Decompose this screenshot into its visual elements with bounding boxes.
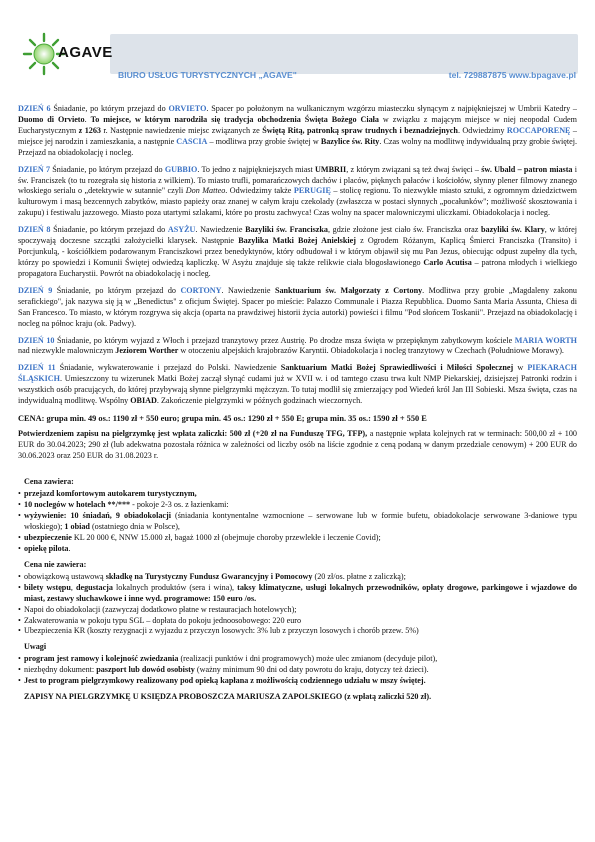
notes-title: Uwagi	[24, 642, 47, 652]
bold-text: Bazylice św. Rity	[320, 136, 380, 146]
italic-text: Don Matteo	[185, 186, 226, 196]
day-11-paragraph	[18, 363, 577, 407]
day-11-label: DZIEŃ 11	[18, 363, 56, 373]
text: . To jedno z najpiękniejszych miast	[197, 164, 316, 174]
text: ,	[70, 582, 76, 592]
text: z Ogrodem Różanym, Kaplicą Śmierci Franciszka (Transito) i Porcjunkulą, - kościółkiem podarowanym Franciszkowi przez benedyktynów, który odbudował i w którym objawił się mu Pan Jezus, obiecując odpust zupełny dla tych, którzy po spowiedzi i Komunii Świętej odwiedzą kapliczkę. W Asyżu znajduje się także relikwie ciała błogosławionego	[18, 236, 577, 267]
text: KL 20 000 €, NNW 15.000 zł, bagaż 1000 zł (obejmuje choroby przewlekłe i leczenie Covid);	[71, 533, 381, 543]
bold-text: ubezpieczenie	[24, 533, 72, 543]
text: . Spacer po położonym na wulkanicznym wzgórzu miasteczku słynącym z najpiękniejszej w Umbrii Katedry –	[206, 104, 577, 113]
program-content	[18, 104, 577, 703]
bold-text: bazyliki św. Klary	[480, 225, 545, 235]
text: . Zakończenie pielgrzymki w późnych godzinach wieczornych.	[156, 396, 363, 406]
agave-logo	[18, 30, 113, 78]
bold-text: 1 obiad	[64, 522, 90, 532]
list-item	[18, 572, 577, 583]
text: (realizacji punktów i dni programowych) może ulec zmianom (decyduje pilot),	[178, 654, 438, 664]
bold-text: UMBRII	[315, 164, 347, 174]
city-piekary-slaskie: PIEKARACH ŚLĄSKICH	[18, 363, 577, 384]
bold-text: Świętą Ritą, patronką spraw trudnych i beznadziejnych	[262, 125, 458, 135]
bold-text: Sanktuarium Matki Bożej Sprawiedliwości i Miłości Społecznej	[280, 363, 514, 373]
bold-text: wyżywienie: 10 śniadań, 9 obiadokolacji	[24, 511, 171, 521]
text: r. Następnie nawiedzenie miejsc związanych ze	[100, 125, 263, 135]
text: . Nawiedzenie	[221, 285, 275, 295]
city-orvieto: ORVIETO	[168, 104, 207, 113]
city-perugia: PERUGIĘ	[293, 186, 331, 196]
text: , w której spoczywają doczesne szczątki założycielki klarysek. Następnie	[18, 225, 577, 246]
day-8-label: DZIEŃ 8	[18, 225, 51, 235]
text: Śniadanie, po którym przejazd do	[50, 164, 165, 174]
day-6-paragraph	[18, 104, 577, 159]
bold-text: taksy klimatyczne, usługi lokalnych przewodników, opłaty drogowe, parkingowe i wjazdowe do miast, zestawy słuchawkowe i inne wyd. programowe: 150 euro /os.	[24, 582, 577, 603]
excludes-list	[18, 572, 577, 638]
text: . Umieszczony tu wizerunek Matki Bożej zaczął słynąć cudami już w XVII w. i od tamtego czasu trwa kult NMP Piekarskiej, dzisiejszej Patronki rodzin i wszystkich osób pracujących, do której przybywają słynne pielgrzymki mężczyzn. To tutaj modlił się zmierzający pod Wiedeń król Jan III Sobieski. Msza święta, czas na indywidualną modlitwę. Wspólny	[18, 374, 577, 406]
deposit-paragraph	[18, 428, 577, 461]
text: , gdzie złożone jest ciało św. Franciszka oraz	[327, 225, 481, 235]
agency-contact: tel. 729887875 www.bpagave.pl	[448, 70, 576, 80]
list-item	[18, 511, 577, 533]
city-assisi: ASYŻU	[167, 225, 196, 235]
day-9-label: DZIEŃ 9	[18, 285, 53, 295]
list-item	[18, 676, 577, 687]
text: - pokoje 2-3 os. z łazienkami:	[130, 500, 229, 510]
text: – miejsce jej narodzin i zamieszkania, a następnie	[18, 125, 577, 146]
text: . Odwiedzimy także	[225, 186, 294, 196]
city-cortona: CORTONY	[180, 285, 222, 295]
bold-text: degustacja	[75, 582, 113, 592]
bold-text: Jest to program pielgrzymkowy realizowany pod opieką kapłana z możliwością codziennego udziału w mszy świętej.	[24, 676, 426, 686]
list-item	[18, 583, 577, 605]
text: nad niezwykle malowniczym	[18, 346, 116, 356]
bold-text: To miejsce, w którym narodziła się tradycja obchodzenia Święta Bożego Ciała	[90, 114, 379, 124]
day-10-paragraph	[18, 336, 577, 358]
city-gubbio: GUBBIO	[164, 164, 198, 174]
text: .	[68, 543, 71, 553]
text: w otoczeniu alpejskich krajobrazów Karyntii. Obiadokolacja i nocleg tranzytowy w Czechach (Południowe Morawy).	[178, 346, 564, 356]
bold-text: Carlo Acutisa	[423, 257, 472, 267]
bold-text: program jest ramowy i kolejność zwiedzania	[24, 654, 179, 664]
text: i św. Franciszek (to tu rozegrała się historia z wilkiem). To miasto trufli, pomarańczowych dachów i placów, pięknych pałaców i kościołów, słynny plener filmowy znanego włoskiego serialu o „detektywie w sutannie" czyli	[18, 164, 577, 196]
day-6-label: DZIEŃ 6	[18, 104, 51, 113]
text: Ubezpieczenia KR (koszty rezygnacji z wyjazdu z przyczyn losowych: 3% lub z przyczyn losowych i chorób przew. 5%)	[24, 626, 419, 636]
day-9-paragraph	[18, 286, 577, 330]
text: . Odwiedzimy	[457, 125, 507, 135]
agency-name: BIURO USŁUG TURYSTYCZNYCH „AGAVE"	[118, 70, 297, 80]
bold-text: paszport lub dowód osobisty	[96, 665, 195, 675]
list-item	[18, 616, 577, 627]
bold-text: z 1263	[78, 125, 101, 135]
bold-text: św. Ubald – patron miasta	[481, 164, 573, 174]
text: – modlitwa przy grobie świętej w	[207, 136, 321, 146]
list-item	[18, 544, 577, 555]
place-maria-worth: MARIA WORTH	[514, 335, 577, 345]
text: (ostatniego dnia w Polsce),	[89, 522, 180, 532]
text: w związku z mającym miejsce w niej neopodal Cudem Eucharystycznym	[18, 114, 577, 135]
list-item	[18, 489, 577, 500]
day-8-paragraph	[18, 225, 577, 280]
text: lokalnych produktów (sera i wina),	[112, 582, 238, 592]
text: obowiązkową ustawową	[24, 571, 106, 581]
includes-list	[18, 489, 577, 555]
text: Śniadanie, po którym przejazd do	[52, 285, 181, 295]
includes-title: Cena zawiera:	[24, 477, 74, 487]
day-7-paragraph	[18, 165, 577, 220]
text: Zakwaterowania w pokoju typu SGL – dopłata do pokoju jednoosobowego: 220 euro	[24, 615, 302, 625]
bold-text: Bazyliki św. Franciszka	[245, 225, 328, 235]
text: . Nawiedzenie	[195, 225, 246, 235]
bold-text: Jeziorem Worther	[115, 346, 179, 356]
city-roccaporena: ROCCAPORENĘ	[506, 125, 571, 135]
bold-text: Bazylika Matki Bożej Anielskiej	[238, 236, 356, 246]
bold-text: Potwierdzeniem zapisu na pielgrzymkę jest wpłata zaliczki: 500 zł (+20 zł na Funduszę TFG, TFP),	[18, 429, 368, 439]
text: niezbędny dokument:	[24, 665, 97, 675]
text: – patrona młodych i wielkiego propagatora Eucharystii. Powrót na obiadokolację i nocleg.	[18, 257, 577, 278]
bold-text: OBIAD	[130, 396, 157, 406]
list-item	[18, 665, 577, 676]
text: Śniadanie, wykwaterowanie i przejazd do Polski. Nawiedzenie	[55, 363, 281, 373]
list-item	[18, 500, 577, 511]
text: (20 zł/os. płatne z zaliczką);	[312, 571, 406, 581]
text: . Czas wolny na modlitwę indywidualną przy grobie świętej. Przejazd na obiadokolację i nocleg.	[18, 136, 577, 157]
excludes-title: Cena nie zawiera:	[24, 559, 87, 569]
city-cascia: CASCIA	[176, 136, 208, 146]
list-item	[18, 533, 577, 544]
text: a następnie wpłata kolejnych rat w terminach: 500,00 zł + 100 EUR do 30.04.2023; 290 zł (lub adekwatna pozostała różnica w zależności od liczby osób na liście zgodnie z ceną podaną w danym przedziale cenowym) + 200 EUR do 30.06.2023 oraz 250 EUR do 31.08.2023 r.	[18, 429, 577, 461]
bold-text: składkę na Turystyczny Fundusz Gwarancyjny i Pomocowy	[105, 571, 313, 581]
text: (śniadania kontynentalne wzmocnione – serwowane lub w formie bufetu, obiadokolacje serwowane 3-daniowe typu włoskiego);	[24, 511, 577, 532]
list-item	[18, 626, 577, 637]
list-item	[18, 654, 577, 665]
bold-text: Sanktuarium św. Małgorzaty z Cortony	[274, 285, 423, 295]
text: Śniadanie, po którym wyjazd z Włoch i przejazd tranzytowy przez Austrię. Po drodze msza święta w przepięknym zabytkowym kościele	[54, 335, 515, 345]
list-item	[18, 605, 577, 616]
day-7-label: DZIEŃ 7	[18, 164, 51, 174]
bold-text: 10 noclegów w hotelach **/***	[24, 500, 131, 510]
price-line: CENA: grupa min. 49 os.: 1190 zł + 550 euro; grupa min. 45 os.: 1290 zł + 550 E; grupa min. 35 os.: 1590 zł + 550 E	[18, 414, 427, 424]
text: . Modlitwa przy grobie „Magdaleny zakonu serafickiego", jak nazywa się ją w „Benedictus" z oficjum Świętej. Spacer po mieście: Palazzo Communale i Piazza Repubblica. Duomo Santa Maria Assunta, Chiesa di San Francesco. To miasto, w którym rozgrywa się akcja (oparta na prawdziwej historii życia autorki) powieści i filmu "Pod słońcem Toskanii". Przejazd na obiadokolację i nocleg na północ kraju (ok. Padwy).	[18, 285, 577, 328]
text: w	[513, 363, 528, 373]
text: .	[84, 114, 91, 124]
text: – stolicę regionu. To niezwykłe miasto sztuki, z ogromnym dziedzictwem kulturowym i masą bezcennych zabytków, miasto papieży oraz znanej w całym kraju czekolady (zwłaszcza w postaci słynnych „pocałunków"; możliwość skosztowania i zakupu) i festiwalu jazzowego. Miasto poza utartymi szlakami, które po prostu zachwyca! Czas wolny na spacer malowniczymi uliczkami. Obiadokolacja i nocleg.	[18, 186, 577, 218]
text: Napoi do obiadokolacji (zazwyczaj dodatkowo płatne w restauracjach hotelowych);	[24, 604, 297, 614]
header-band	[110, 34, 578, 74]
bold-text: przejazd komfortowym autokarem turystycznym,	[24, 489, 197, 499]
text: (ważny minimum 90 dni od daty powrotu do kraju, dotyczy też dzieci).	[194, 665, 429, 675]
bold-text: Duomo di Orvieto	[18, 114, 85, 124]
bold-text: opiekę pilota	[24, 543, 69, 553]
day-10-label: DZIEŃ 10	[18, 335, 55, 345]
page-header	[18, 30, 578, 86]
text: , z którym związani są też dwaj święci –	[346, 164, 482, 174]
text: Śniadanie, po którym przejazd do	[50, 104, 169, 113]
logo-text: AGAVE	[58, 44, 113, 61]
registration-note: ZAPISY NA PIELGRZYMKĘ U KSIĘDZA PROBOSZCZA MARIUSZA ZAPOLSKIEGO (z wpłatą zaliczki 520 zł).	[24, 692, 432, 702]
notes-list	[18, 654, 577, 687]
text: Śniadanie, po którym przejazd do	[50, 225, 168, 235]
bold-text: bilety wstępu	[24, 582, 71, 592]
